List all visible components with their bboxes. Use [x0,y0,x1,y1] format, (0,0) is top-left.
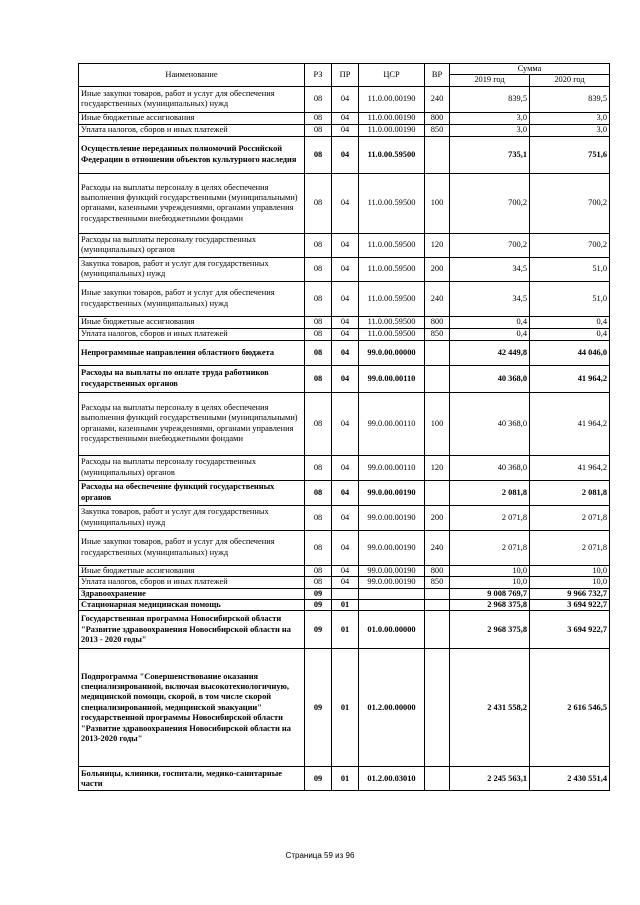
cell-vr: 200 [425,505,450,530]
cell-2020: 41 964,2 [530,455,610,480]
cell-vr: 100 [425,392,450,455]
cell-rz: 09 [305,649,332,767]
cell-csr: 11.0.00.59500 [359,257,425,281]
cell-csr: 01.2.00.03010 [359,767,425,791]
cell-rz: 08 [305,455,332,480]
cell-pr: 04 [332,173,359,233]
header-vr: ВР [425,64,450,87]
table-row [79,767,610,791]
cell-pr: 01 [332,611,359,649]
table-row [79,86,610,112]
cell-2019: 700,2 [450,233,530,257]
cell-name: Непрограммные направления областного бюджета [79,340,305,365]
cell-rz: 08 [305,173,332,233]
cell-pr: 01 [332,767,359,791]
cell-2019: 3,0 [450,124,530,136]
cell-vr: 200 [425,257,450,281]
cell-name: Закупка товаров, работ и услуг для государственных (муниципальных) нужд [79,505,305,530]
cell-2020: 41 964,2 [530,392,610,455]
cell-2020: 3 694 922,7 [530,611,610,649]
cell-2019: 34,5 [450,281,530,316]
cell-csr: 11.0.00.59500 [359,233,425,257]
cell-pr: 04 [332,565,359,576]
cell-2019: 9 008 769,7 [450,588,530,599]
cell-2020: 3,0 [530,124,610,136]
cell-vr: 800 [425,316,450,328]
cell-2019: 0,4 [450,328,530,340]
cell-2019: 2 245 563,1 [450,767,530,791]
cell-pr: 04 [332,112,359,124]
cell-csr: 99.0.00.00110 [359,365,425,392]
cell-rz: 08 [305,565,332,576]
cell-csr: 11.0.00.00190 [359,124,425,136]
cell-csr [359,600,425,611]
header-2019: 2019 год [450,75,530,86]
cell-vr [425,588,450,599]
cell-vr [425,767,450,791]
table-row [79,281,610,316]
cell-rz: 08 [305,257,332,281]
cell-csr [359,588,425,599]
table-row [79,233,610,257]
cell-vr: 240 [425,86,450,112]
cell-name: Иные закупки товаров, работ и услуг для обеспечения государственных (муниципальных) нужд [79,86,305,112]
table-row [79,328,610,340]
cell-name: Подпрограмма "Совершенствование оказания специализированной, включая высокотехнологичную, медицинской помощи, скорой, в том числе скорой специализированной, медицинской эвакуации" государственной программы Новосибирской области "Развитие здравоохранения Новосибирской области на 2013-2020 годы" [79,649,305,767]
cell-2020: 3,0 [530,112,610,124]
cell-rz: 08 [305,577,332,588]
cell-name: Государственная программа Новосибирской области "Развитие здравоохранения Новосибирской области на 2013 - 2020 годы" [79,611,305,649]
cell-name: Иные закупки товаров, работ и услуг для обеспечения государственных (муниципальных) нужд [79,530,305,565]
cell-2020: 51,0 [530,281,610,316]
cell-vr: 240 [425,530,450,565]
cell-csr: 99.0.00.00000 [359,340,425,365]
cell-2020: 10,0 [530,577,610,588]
cell-2020: 2 430 551,4 [530,767,610,791]
cell-2020: 0,4 [530,328,610,340]
cell-2020: 10,0 [530,565,610,576]
cell-2019: 10,0 [450,577,530,588]
cell-pr: 04 [332,328,359,340]
cell-vr: 120 [425,455,450,480]
header-2020: 2020 год [530,75,610,86]
cell-csr: 99.0.00.00190 [359,577,425,588]
cell-csr: 11.0.00.00190 [359,112,425,124]
cell-vr [425,136,450,173]
cell-2019: 2 081,8 [450,480,530,505]
cell-vr: 850 [425,328,450,340]
table-row [79,316,610,328]
cell-pr: 04 [332,505,359,530]
cell-2019: 42 449,8 [450,340,530,365]
cell-rz: 08 [305,365,332,392]
cell-name: Расходы на выплаты персоналу в целях обеспечения выполнения функций государственными (муниципальными) органами, казенными учреждениями, органами управления государственными внебюджетными фондами [79,392,305,455]
cell-csr: 11.0.00.59500 [359,316,425,328]
cell-vr: 800 [425,112,450,124]
cell-2019: 700,2 [450,173,530,233]
table-row [79,505,610,530]
cell-2020: 751,6 [530,136,610,173]
cell-pr: 01 [332,649,359,767]
table-row [79,480,610,505]
cell-pr: 04 [332,392,359,455]
table-row [79,600,610,611]
cell-vr [425,340,450,365]
cell-2019: 3,0 [450,112,530,124]
cell-2020: 2 071,8 [530,530,610,565]
cell-csr: 11.0.00.59500 [359,328,425,340]
cell-rz: 08 [305,112,332,124]
table-row [79,455,610,480]
cell-name: Расходы на обеспечение функций государственных органов [79,480,305,505]
cell-pr: 04 [332,340,359,365]
table-row [79,565,610,576]
table-row [79,136,610,173]
cell-name: Иные бюджетные ассигнования [79,565,305,576]
cell-pr: 04 [332,257,359,281]
cell-name: Расходы на выплаты персоналу государственных (муниципальных) органов [79,455,305,480]
cell-rz: 09 [305,588,332,599]
cell-rz: 08 [305,233,332,257]
cell-rz: 09 [305,767,332,791]
cell-name: Расходы на выплаты персоналу в целях обеспечения выполнения функций государственными (муниципальными) органами, казенными учреждениями, органами управления государственными внебюджетными фондами [79,173,305,233]
cell-csr: 99.0.00.00110 [359,392,425,455]
cell-2020: 839,5 [530,86,610,112]
table-row [79,588,610,599]
cell-rz: 09 [305,611,332,649]
cell-2020: 2 616 546,5 [530,649,610,767]
header-rz: РЗ [305,64,332,87]
cell-csr: 99.0.00.00190 [359,565,425,576]
header-name: Наименование [79,64,305,87]
cell-pr: 04 [332,316,359,328]
page-number: Страница 59 из 96 [285,851,355,860]
cell-2019: 2 071,8 [450,505,530,530]
cell-2019: 34,5 [450,257,530,281]
cell-rz: 08 [305,136,332,173]
table-row [79,530,610,565]
cell-2020: 700,2 [530,173,610,233]
cell-name: Расходы на выплаты по оплате труда работников государственных органов [79,365,305,392]
cell-rz: 08 [305,392,332,455]
cell-rz: 08 [305,281,332,316]
cell-vr: 120 [425,233,450,257]
cell-2019: 2 968 375,8 [450,600,530,611]
cell-2020: 9 966 732,7 [530,588,610,599]
cell-vr [425,649,450,767]
cell-csr: 01.0.00.00000 [359,611,425,649]
cell-pr: 04 [332,124,359,136]
table-row [79,365,610,392]
cell-name: Иные бюджетные ассигнования [79,316,305,328]
cell-rz: 08 [305,340,332,365]
cell-2019: 2 431 558,2 [450,649,530,767]
cell-name: Расходы на выплаты персоналу государственных (муниципальных) органов [79,233,305,257]
cell-pr: 01 [332,600,359,611]
cell-csr: 11.0.00.59500 [359,281,425,316]
cell-name: Уплата налогов, сборов и иных платежей [79,328,305,340]
cell-vr: 800 [425,565,450,576]
cell-rz: 08 [305,316,332,328]
cell-rz: 08 [305,480,332,505]
cell-2020: 3 694 922,7 [530,600,610,611]
cell-2020: 2 081,8 [530,480,610,505]
cell-name: Здравоохранение [79,588,305,599]
table-row [79,124,610,136]
cell-rz: 08 [305,530,332,565]
cell-csr: 11.0.00.59500 [359,136,425,173]
cell-rz: 08 [305,505,332,530]
cell-pr: 04 [332,233,359,257]
table-row [79,577,610,588]
cell-pr [332,588,359,599]
cell-2019: 40 368,0 [450,392,530,455]
cell-2020: 0,4 [530,316,610,328]
cell-name: Больницы, клиники, госпитали, медико-санитарные части [79,767,305,791]
cell-vr [425,611,450,649]
cell-csr: 99.0.00.00190 [359,530,425,565]
header-sum: Сумма [450,64,610,75]
cell-pr: 04 [332,86,359,112]
cell-name: Закупка товаров, работ и услуг для государственных (муниципальных) нужд [79,257,305,281]
cell-pr: 04 [332,577,359,588]
cell-name: Стационарная медицинская помощь [79,600,305,611]
cell-pr: 04 [332,365,359,392]
cell-name: Осуществление переданных полномочий Российской Федерации в отношении объектов культурного наследия [79,136,305,173]
cell-csr: 99.0.00.00110 [359,455,425,480]
cell-csr: 01.2.00.00000 [359,649,425,767]
cell-rz: 08 [305,124,332,136]
cell-name: Уплата налогов, сборов и иных платежей [79,124,305,136]
cell-vr [425,480,450,505]
cell-2020: 2 071,8 [530,505,610,530]
cell-2020: 44 046,0 [530,340,610,365]
cell-name: Иные бюджетные ассигнования [79,112,305,124]
cell-2019: 0,4 [450,316,530,328]
cell-vr: 240 [425,281,450,316]
cell-csr: 99.0.00.00190 [359,505,425,530]
cell-csr: 11.0.00.00190 [359,86,425,112]
cell-pr: 04 [332,530,359,565]
cell-2019: 10,0 [450,565,530,576]
table-row [79,173,610,233]
cell-name: Уплата налогов, сборов и иных платежей [79,577,305,588]
cell-pr: 04 [332,281,359,316]
cell-pr: 04 [332,480,359,505]
cell-vr: 850 [425,124,450,136]
cell-2020: 51,0 [530,257,610,281]
table-row [79,112,610,124]
cell-pr: 04 [332,455,359,480]
cell-2019: 735,1 [450,136,530,173]
table-row [79,257,610,281]
cell-2020: 41 964,2 [530,365,610,392]
cell-pr: 04 [332,136,359,173]
cell-vr [425,365,450,392]
cell-2019: 40 368,0 [450,455,530,480]
cell-2020: 700,2 [530,233,610,257]
table-row [79,340,610,365]
cell-rz: 08 [305,328,332,340]
cell-vr: 850 [425,577,450,588]
cell-2019: 2 968 375,8 [450,611,530,649]
cell-name: Иные закупки товаров, работ и услуг для обеспечения государственных (муниципальных) нужд [79,281,305,316]
cell-rz: 08 [305,86,332,112]
cell-rz: 09 [305,600,332,611]
cell-2019: 2 071,8 [450,530,530,565]
cell-vr [425,600,450,611]
table-header [79,64,610,87]
table-row [79,611,610,649]
table-body [79,86,610,791]
header-csr: ЦСР [359,64,425,87]
table-row [79,649,610,767]
cell-vr: 100 [425,173,450,233]
table-row [79,392,610,455]
cell-2019: 839,5 [450,86,530,112]
cell-csr: 99.0.00.00190 [359,480,425,505]
cell-csr: 11.0.00.59500 [359,173,425,233]
cell-2019: 40 368,0 [450,365,530,392]
header-pr: ПР [332,64,359,87]
budget-table [78,63,610,791]
